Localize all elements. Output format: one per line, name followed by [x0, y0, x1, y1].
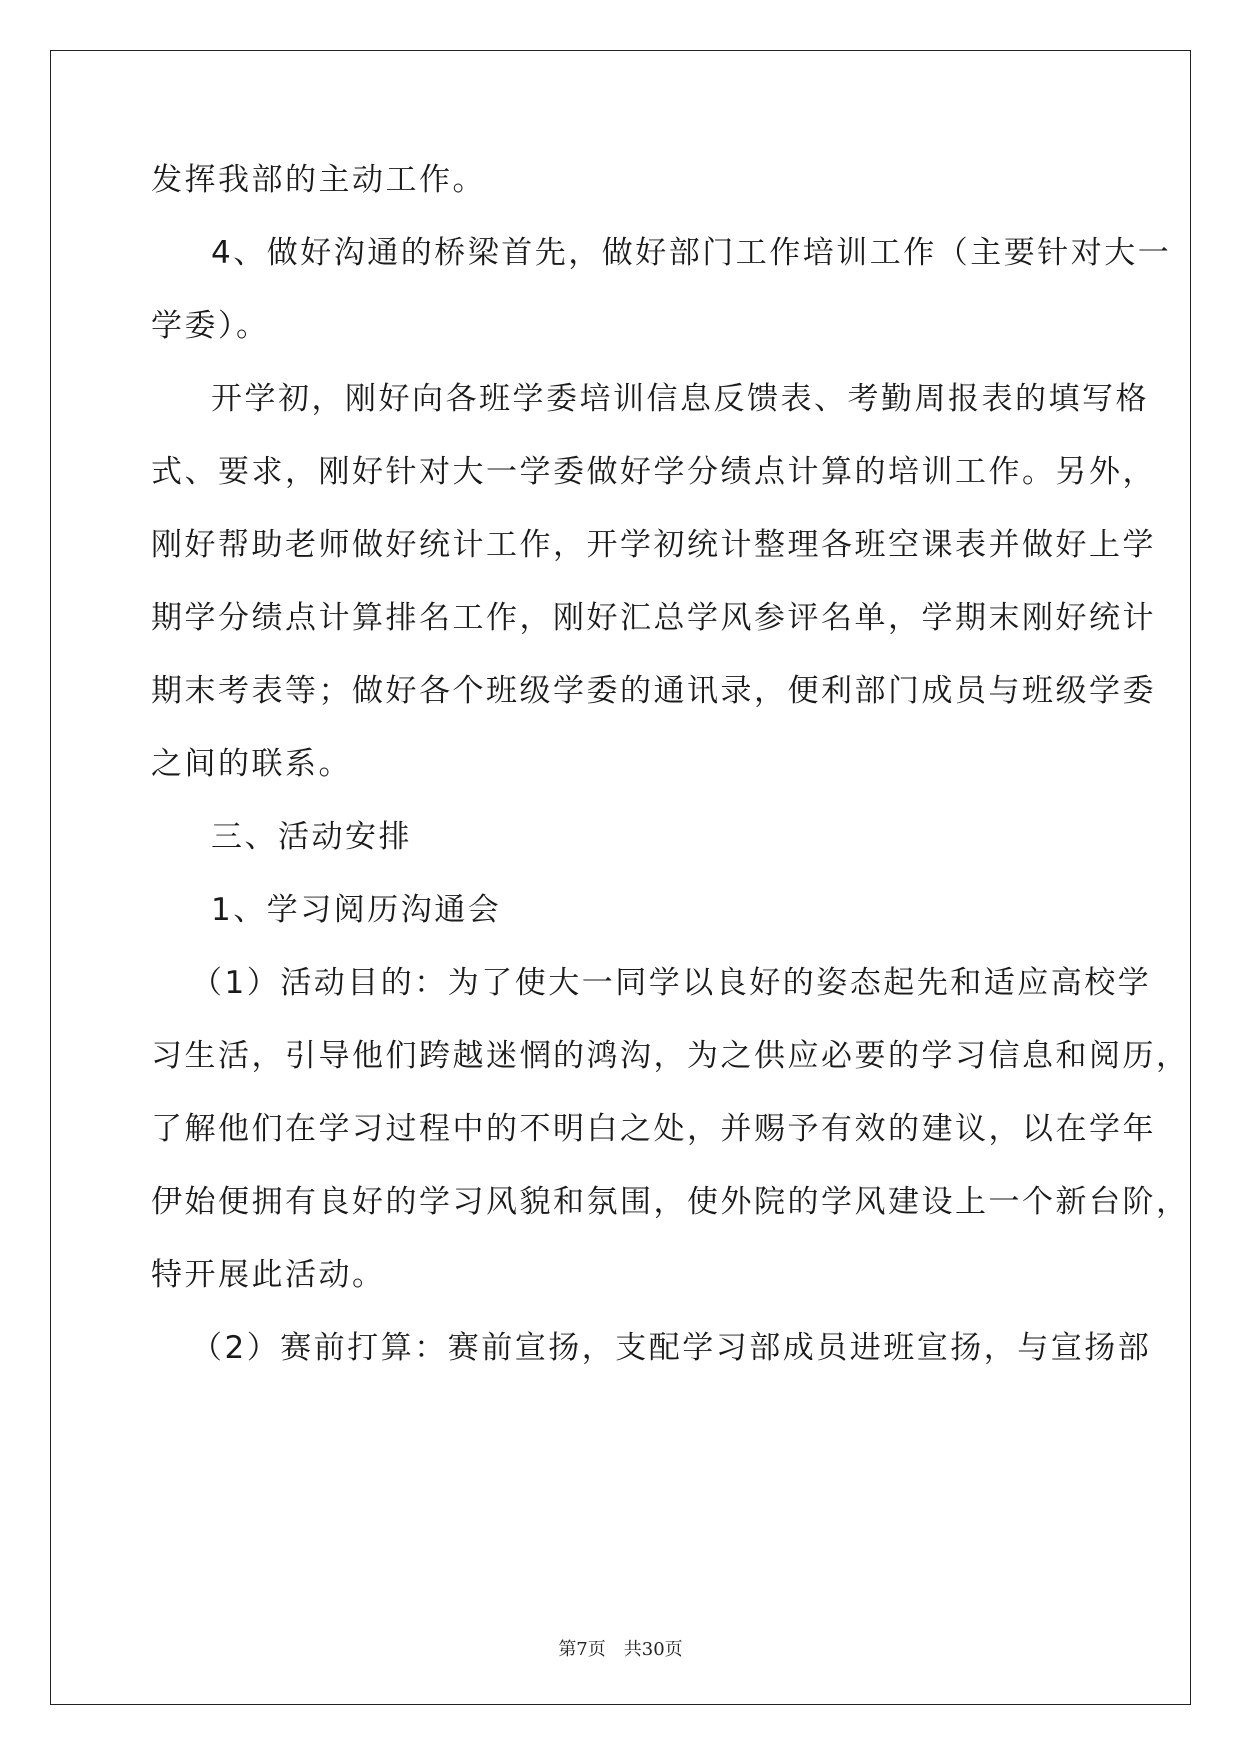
text-line: （1）活动目的：为了使大一同学以良好的姿态起先和适应高校学 [191, 965, 1152, 1001]
text-line: 式、要求，刚好针对大一学委做好学分绩点计算的培训工作。另外， [151, 454, 1156, 490]
page-border [50, 50, 1191, 1705]
text-line: 4、做好沟通的桥梁首先，做好部门工作培训工作（主要针对大一 [211, 235, 1172, 271]
text-line: 特开展此活动。 [151, 1257, 386, 1293]
text-line: 刚好帮助老师做好统计工作，开学初统计整理各班空课表并做好上学 [151, 527, 1156, 563]
text-line: 习生活，引导他们跨越迷惘的鸿沟，为之供应必要的学习信息和阅历， [151, 1038, 1190, 1074]
text-line: 开学初，刚好向各班学委培训信息反馈表、考勤周报表的填写格 [211, 381, 1149, 417]
subsection-heading: 1、学习阅历沟通会 [211, 892, 502, 928]
text-line: 伊始便拥有良好的学习风貌和氛围，使外院的学风建设上一个新台阶， [151, 1184, 1190, 1220]
text-line: 了解他们在学习过程中的不明白之处，并赐予有效的建议，以在学年 [151, 1111, 1156, 1147]
text-line: 学委）。 [151, 308, 270, 344]
page-total: 共30页 [623, 1639, 683, 1660]
page-footer [0, 1635, 1241, 1661]
page-number: 第7页 [558, 1639, 606, 1660]
text-line: 期学分绩点计算排名工作，刚好汇总学风参评名单，学期末刚好统计 [151, 600, 1156, 636]
text-line: 发挥我部的主动工作。 [151, 162, 486, 198]
section-heading: 三、活动安排 [211, 819, 412, 855]
text-line: 之间的联系。 [151, 746, 352, 782]
text-line: （2）赛前打算：赛前宣扬，支配学习部成员进班宣扬，与宣扬部 [191, 1330, 1152, 1366]
text-line: 期末考表等；做好各个班级学委的通讯录，便利部门成员与班级学委 [151, 673, 1156, 709]
